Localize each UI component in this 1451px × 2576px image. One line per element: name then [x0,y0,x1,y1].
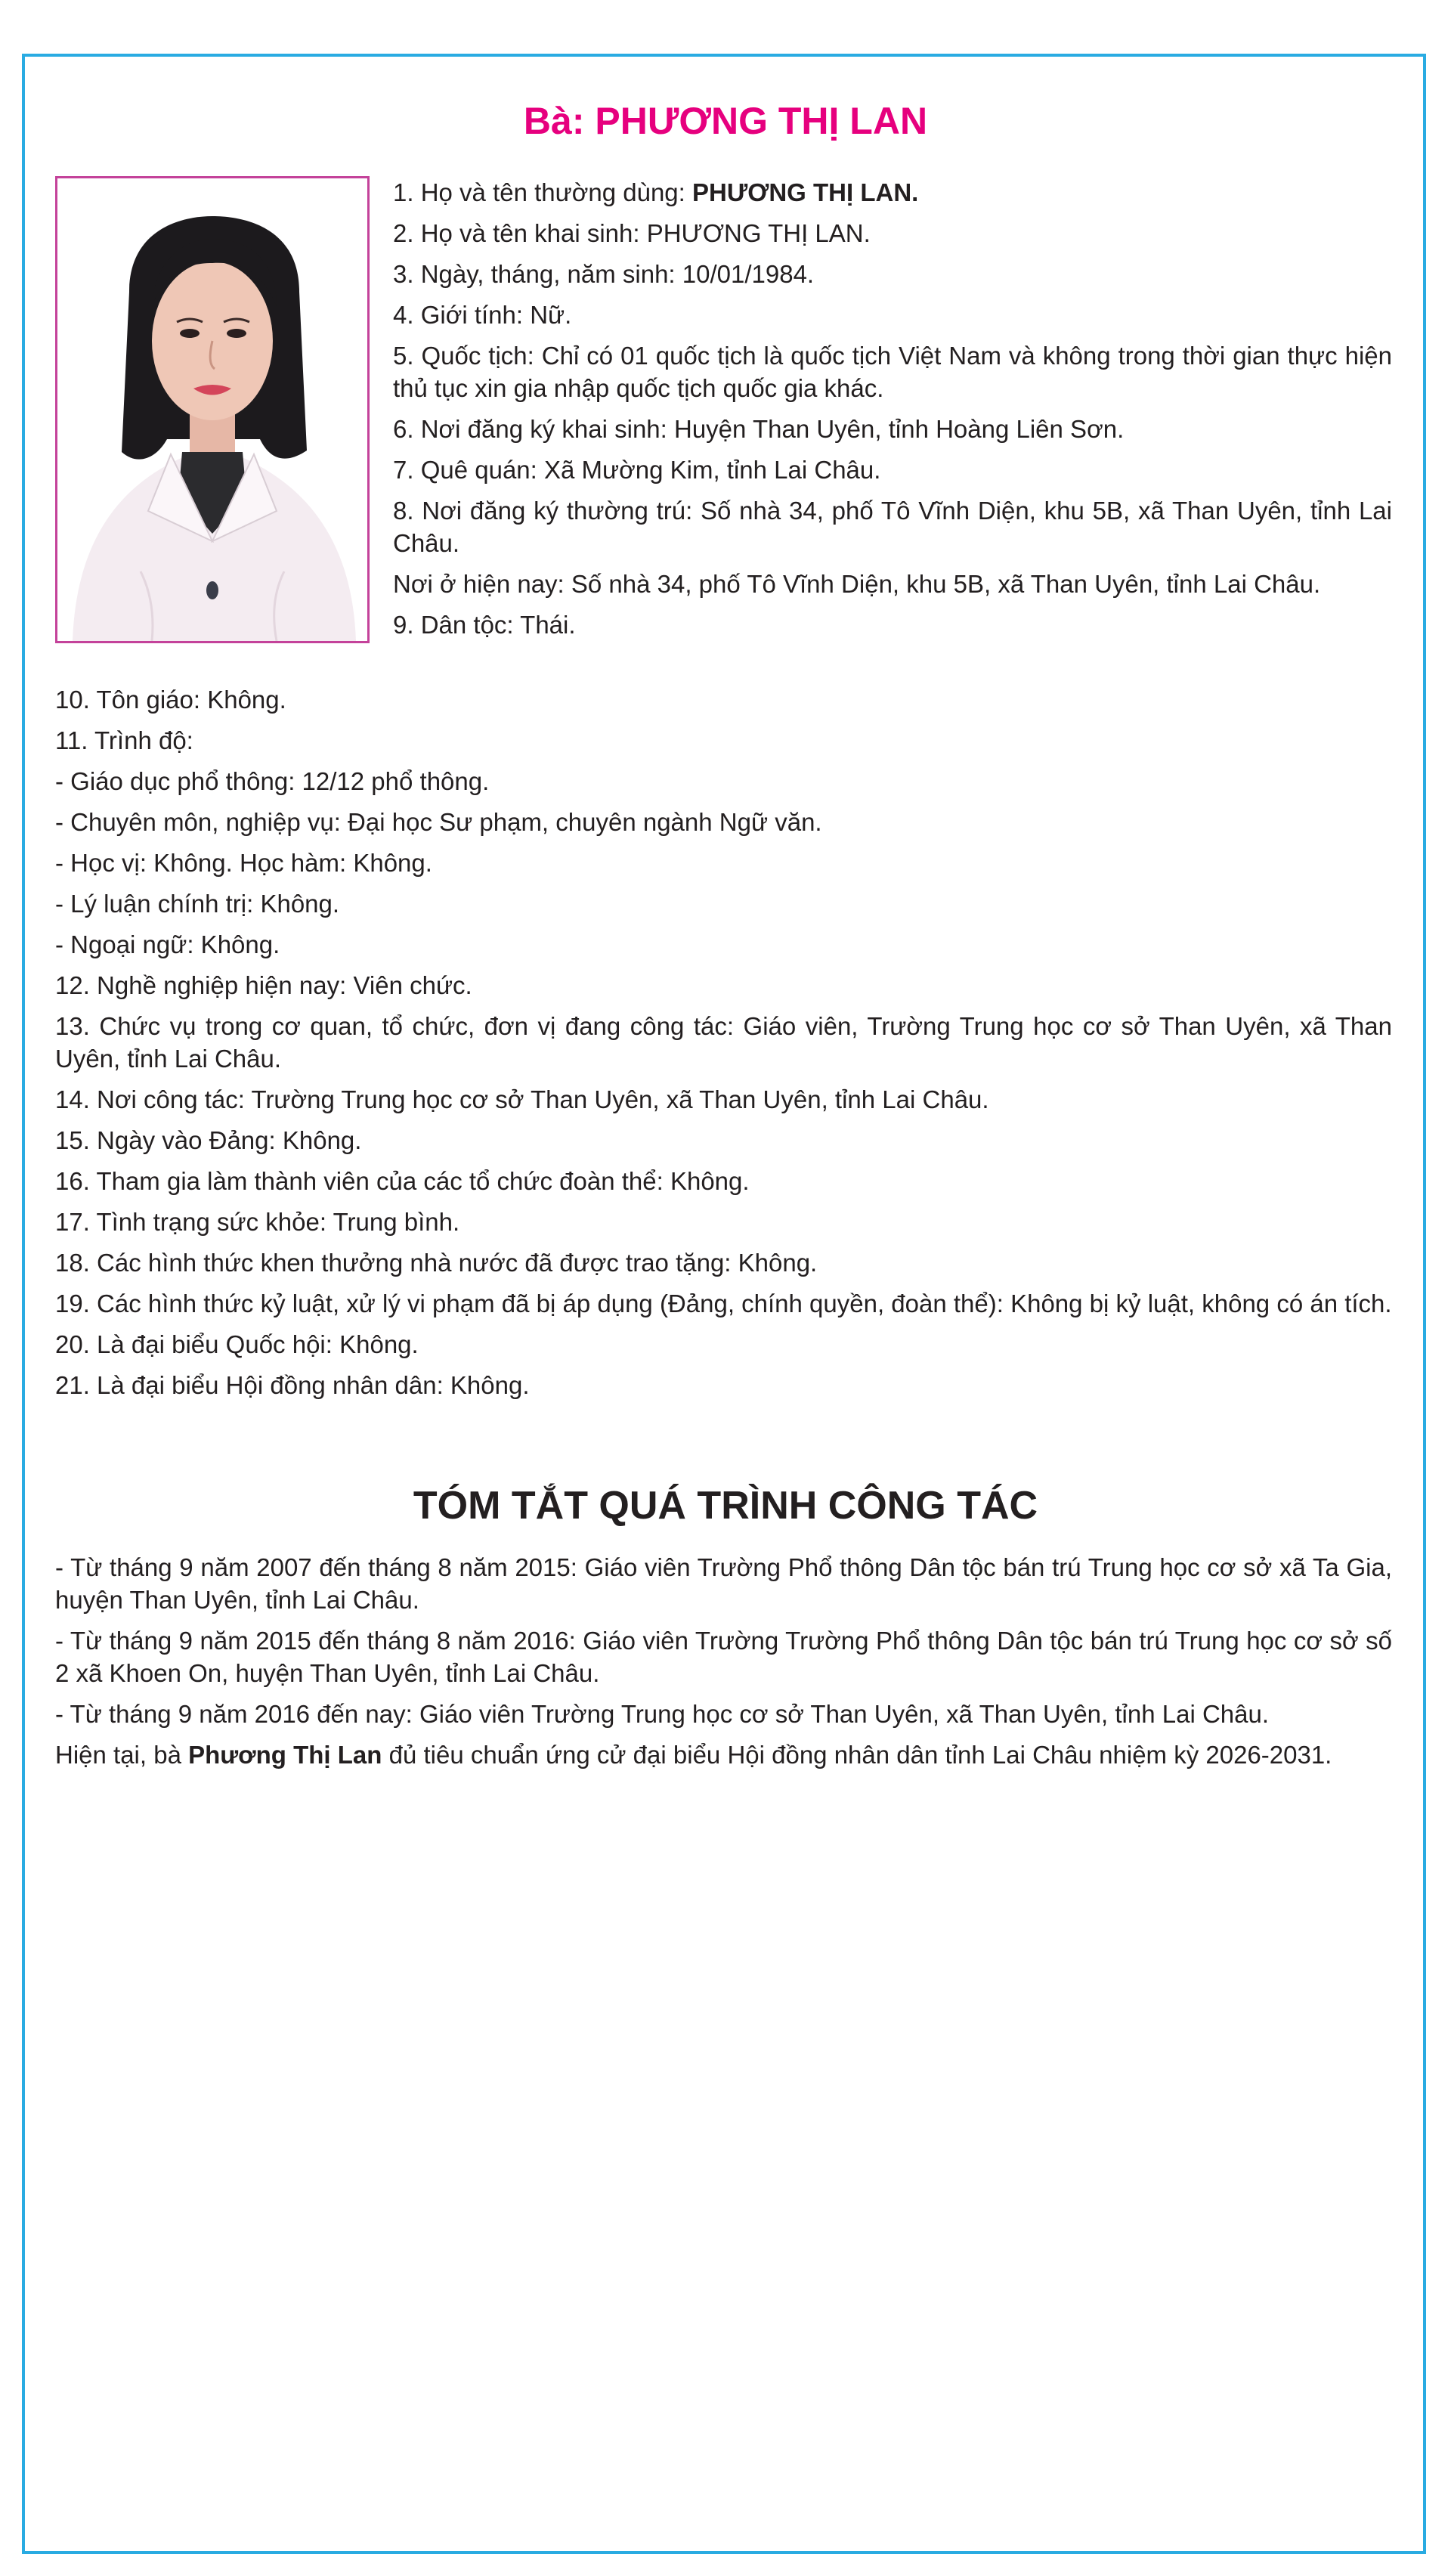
page-title: Bà: PHƯƠNG THỊ LAN [523,100,928,142]
field-religion: 10. Tôn giáo: Không. [55,686,286,714]
field-political-theory: - Lý luận chính trị: Không. [55,890,340,918]
field-awards: 18. Các hình thức khen thưởng nhà nước đã được trao tặng: Không. [55,1249,818,1277]
career-summary [55,1551,1392,1779]
field-occupation: 12. Nghề nghiệp hiện nay: Viên chức. [55,971,472,999]
portrait-photo [55,176,370,643]
field-organizations: 16. Tham gia làm thành viên của các tổ chức đoàn thể: Không. [55,1167,750,1195]
conclusion-text [55,1738,1392,1771]
field-general-education: - Giáo dục phổ thông: 12/12 phổ thông. [55,767,490,795]
field-health: 17. Tình trạng sức khỏe: Trung bình. [55,1208,460,1236]
field-permanent-residence: 8. Nơi đăng ký thường trú: Số nhà 34, phố Tô Vĩnh Diện, khu 5B, xã Than Uyên, tỉnh Lai Châu. [393,497,1392,557]
field-label: 1. Họ và tên thường dùng: [393,178,692,206]
conclusion-suffix: đủ tiêu chuẩn ứng cử đại biểu Hội đồng nhân dân tỉnh Lai Châu nhiệm kỳ 2026-2031. [382,1741,1332,1769]
field-ethnicity: 9. Dân tộc: Thái. [393,611,576,639]
field-specialization: - Chuyên môn, nghiệp vụ: Đại học Sư phạm, chuyên ngành Ngữ văn. [55,808,822,836]
field-current-residence: Nơi ở hiện nay: Số nhà 34, phố Tô Vĩnh Diện, khu 5B, xã Than Uyên, tỉnh Lai Châu. [393,570,1321,598]
career-item: - Từ tháng 9 năm 2007 đến tháng 8 năm 2015: Giáo viên Trường Phổ thông Dân tộc bán trú Trung học cơ sở xã Ta Gia, huyện Than Uyên, tỉnh Lai Châu. [55,1553,1392,1614]
conclusion-name: Phương Thị Lan [188,1741,382,1769]
portrait-illustration [57,178,367,641]
field-nationality: 5. Quốc tịch: Chỉ có 01 quốc tịch là quốc tịch Việt Nam và không trong thời gian thực hiện thủ tục xin gia nhập quốc tịch quốc gia khác. [393,342,1392,402]
career-item: - Từ tháng 9 năm 2016 đến nay: Giáo viên Trường Trung học cơ sở Than Uyên, xã Than Uyên, tỉnh Lai Châu. [55,1700,1270,1728]
field-peoples-council: 21. Là đại biểu Hội đồng nhân dân: Không. [55,1371,530,1399]
field-position: 13. Chức vụ trong cơ quan, tổ chức, đơn vị đang công tác: Giáo viên, Trường Trung học cơ sở Than Uyên, xã Than Uyên, tỉnh Lai Châu. [55,1012,1392,1073]
field-hometown: 7. Quê quán: Xã Mường Kim, tỉnh Lai Châu. [393,456,881,484]
field-national-assembly: 20. Là đại biểu Quốc hội: Không. [55,1330,419,1358]
field-birth-registration: 6. Nơi đăng ký khai sinh: Huyện Than Uyên, tỉnh Hoàng Liên Sơn. [393,415,1125,443]
field-discipline: 19. Các hình thức kỷ luật, xử lý vi phạm đã bị áp dụng (Đảng, chính quyền, đoàn thể): Không bị kỷ luật, không có án tích. [55,1290,1392,1317]
career-item: - Từ tháng 9 năm 2015 đến tháng 8 năm 2016: Giáo viên Trường Trường Phổ thông Dân tộc bán trú Trung học cơ sở số 2 xã Khoen On, huyện Than Uyên, tỉnh Lai Châu. [55,1627,1392,1687]
field-birth-date: 3. Ngày, tháng, năm sinh: 10/01/1984. [393,260,815,288]
profile-details [55,683,1392,1410]
field-party-date: 15. Ngày vào Đảng: Không. [55,1126,362,1154]
profile-basic-info [393,176,1392,649]
field-workplace: 14. Nơi công tác: Trường Trung học cơ sở Than Uyên, xã Than Uyên, tỉnh Lai Châu. [55,1085,989,1113]
career-section-title: TÓM TẮT QUÁ TRÌNH CÔNG TÁC [413,1484,1038,1528]
field-foreign-language: - Ngoại ngữ: Không. [55,930,280,958]
field-academic-degree: - Học vị: Không. Học hàm: Không. [55,849,432,877]
field-gender: 4. Giới tính: Nữ. [393,301,572,329]
field-qualification-heading: 11. Trình độ: [55,726,193,754]
field-value-name: PHƯƠNG THỊ LAN. [691,178,919,206]
field-common-name [393,176,1392,209]
field-birth-name: 2. Họ và tên khai sinh: PHƯƠNG THỊ LAN. [393,219,871,247]
conclusion-prefix: Hiện tại, bà [55,1741,189,1769]
